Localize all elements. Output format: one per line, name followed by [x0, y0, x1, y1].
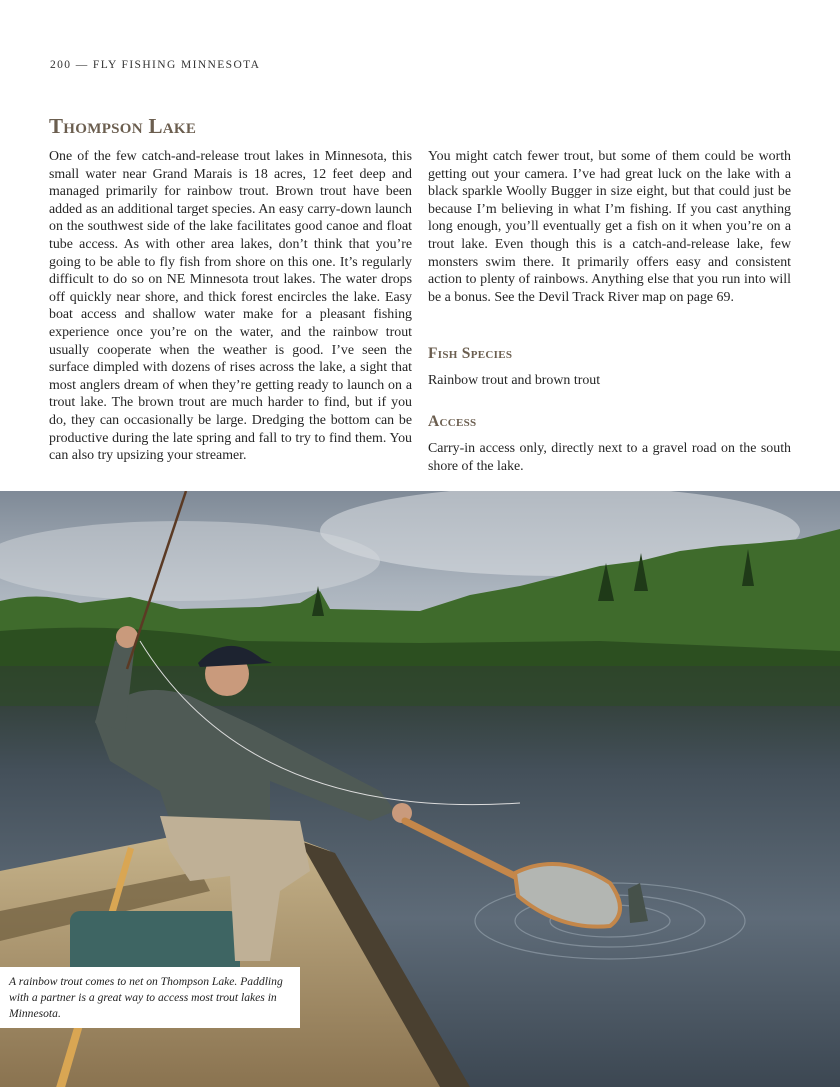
- access-text: Carry-in access only, directly next to a gravel road on the south shore of the lake.: [428, 441, 791, 474]
- section-title: Thompson Lake: [49, 114, 197, 138]
- fish-species-text: Rainbow trout and brown trout: [428, 373, 601, 388]
- body-text-right: You might catch fewer trout, but some of them could be worth getting out your camera. I’ve had great luck on the lake with a black sparkle Woolly Bugger in size eight, but that could just be because I’m believing in what I’m fishing. If you cast anything long enough, you’ll eventually get a fish on it when you’re on a trout lake. Even though this is a catch-and-release lake, few monsters swim there. It primarily offers easy and consistent action to plenty of rainbows. Anything else that you run into will be a bonus. See the Devil Track River map on page 69.: [428, 149, 791, 305]
- photo-caption: A rainbow trout comes to net on Thompson Lake. Paddling with a partner is a great way to access most trout lakes in Minnesota.: [0, 967, 300, 1028]
- access-heading: Access: [428, 413, 477, 430]
- fish-species-heading: Fish Species: [428, 345, 513, 362]
- running-head: 200 — FLY FISHING MINNESOTA: [50, 59, 261, 71]
- body-text-left: One of the few catch-and-release trout lakes in Minnesota, this small water near Grand Marais is 18 acres, 12 feet deep and managed primarily for rainbow trout. Brown trout have been added as an additional target species. An easy carry-down launch on the southwest side of the lake facilitates good canoe and float tube access. As with other area lakes, don’t think that you’re going to be able to fly fish from shore on this one. It’s regularly difficult to do so on NE Minnesota trout lakes. The water drops off quickly near shore, and thick forest encircles the lake. Easy boat access and shallow water make for a pleasant fishing experience once you’re on the water, and the rainbow trout usually cooperate when the weather is good. I’ve seen the surface dimpled with dozens of rises across the lake, a sight that most anglers dream of when they’re getting ready to launch on a trout lake. The brown trout are much harder to find, but if you do, they can occasionally be large. Dredging the bottom can be productive during the late spring and fall to try to find them. You can also try upsizing your streamer.: [49, 149, 412, 464]
